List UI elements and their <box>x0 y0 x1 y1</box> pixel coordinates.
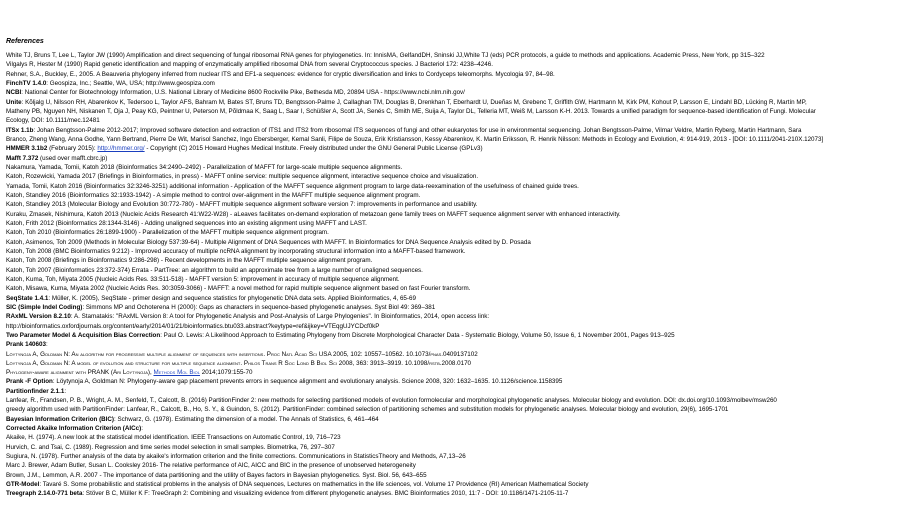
ref-hmmer: HMMER 3.1b2 (February 2015): http://hmmer.org/ - Copyright (C) 2015 Howard Hughes Medical Institute. Freely distributed under the GNU General Public License (GPLv3) <box>6 145 483 153</box>
ref-brown-2007: Brown, J.M., Lemmon, A.R. 2007 - The importance of data partitioning and the utility of Bayes factors in Bayesian phylogenetics. Syst. Biol. 56, 643–655 <box>6 471 427 479</box>
ref-vilgalys-1990: Vilgalys R, Hester M (1990) Rapid genetic identification and mapping of enzymatically amplified ribosomal DNA from several Cryptococcus species. J Bacteriol 172: 4238–4246. <box>6 61 493 69</box>
ref-unite: Unite: Kõljalg U, Nilsson RH, Abarenkov K, Tedersoo L, Taylor AFS, Bahram M, Bates ST, Bruns TD, Bengtsson-Palme J, Callaghan TM, Douglas B, Drenkhan T, Eberhardt U, Dueñas M, Grebenc T, Griffith GW, Hartmann M, Kirk PM, Kohout P, Larsson E, Lindahl BD, Lücking R, Martín MP, <box>6 98 807 106</box>
ref-prank-2005: Löytynoja A, Goldman N: An algorithm for progressive multiple alignment of sequences with insertions. Proc Natl Acad Sci USA 2005, 102: 10557–10562. 10.1073/pnas.0409137102 <box>6 350 478 358</box>
ref-mafft-2010: Katoh, Toh 2010 (Bioinformatics 26:1899-1900) - Parallelization of the MAFFT multiple sequence alignment program. <box>6 229 329 237</box>
ref-akaike-1974: Akaike, H. (1974). A new look at the statistical model identification. IEEE Transactions on Automatic Control, 19, 716–723 <box>6 434 341 442</box>
ref-mafft-2012: Katoh, Frith 2012 (Bioinformatics 28:1344-3146) - Adding unaligned sequences into an existing alignment using MAFFT and LAST. <box>6 219 367 227</box>
ref-sic: SIC (Simple Indel Coding): Simmons MP and Ochoterena H (2000): Gaps as characters in sequence-based phylogenetic analyses. Syst Biol 49: 369–381 <box>6 303 436 311</box>
ref-mafft-2007: Katoh, Toh 2007 (Bioinformatics 23:372-374) Errata - PartTree: an algorithm to build an approximate tree from a large number of unaligned sequences. <box>6 266 423 274</box>
hmmer-link[interactable]: http://hmmer.org/ <box>97 145 145 153</box>
ref-finchtv: FinchTV 1.4.0: Geospiza, Inc.; Seattle, WA, USA; http://www.geospiza.com <box>6 79 215 87</box>
ref-mafft-2002: Katoh, Misawa, Kuma, Miyata 2002 (Nucleic Acids Res. 30:3059-3066) - MAFFT: a novel method for rapid multiple sequence alignment based on fast Fourier transform. <box>6 285 471 293</box>
ref-hurvich-1989: Hurvich, C. and Tsai, C. (1989). Regression and time series model selection in small samples. Biometrika, 76, 297–307 <box>6 443 335 451</box>
ref-prank-f: Prank -F Option: Löytynoja A, Goldman N: Phylogeny-aware gap placement prevents errors in sequence alignment and evolutionary analysis. Science 2008, 320: 1632–1635. 10.1126/science.1158395 <box>6 378 563 386</box>
ref-unite-doi: Ecology, DOI: 10.1111/mec.12481 <box>6 117 100 125</box>
ref-partitionfinder: Partitionfinder 2.1.1: <box>6 387 67 395</box>
references-heading: References <box>6 38 44 45</box>
ref-prank-2014: Phylogeny-aware alignment with PRANK (Ari Löytynoja), Methods Mol Biol 2014;1079:155-70 <box>6 369 253 377</box>
ref-white-1990: White TJ, Bruns T, Lee L, Taylor JW (1990) Amplification and direct sequencing of fungal ribosomal RNA genes for phylogenetics. In: InnisMA, GelfandDH, Sninski JJ,White TJ (eds) PCR protocols, a guide to methods and applications. Academic Press, New York, pp 315–322 <box>6 52 765 59</box>
ref-treegraph: Treegraph 2.14.0-771 beta: Stöver B C, Müller K F: TreeGraph 2: Combining and visualizing evidence from different phylogenetic analyses. BMC Bioinformatics 2010, 11:7 - DOI: 10.1186/1471-2105-11-7 <box>6 490 569 498</box>
ref-raxml: RAxML Version 8.2.10: A. Stamatakis: "RAxML Version 8: A tool for Phylogenetic Analysis and Post-Analysis of Large Phylogenies". In Bioinformatics, 2014, open access link: <box>6 313 490 321</box>
ref-unite-cont: Matheny PB, Nguyen NH, Niskanen T, Oja J, Peay KG, Peintner U, Peterson M, Põldmaa K, Saag L, Saar I, Schüßler A, Scott JA, Senés C, Smith ME, Suija A, Taylor DL, Telleria MT, Weiß M, Larsson K-H. 2013. Towards a unified paradigm for sequence-based identification of Fungi. Molecular <box>6 107 816 115</box>
reference-list <box>6 51 894 499</box>
ref-raxml-link[interactable]: http://bioinformatics.oxfordjournals.org/content/early/2014/01/21/bioinformatics.btu033.abstract?keytype=ref&ijkey=VTEqgUJYCDcf0kP <box>6 322 380 330</box>
ref-mafft: Mafft 7.372 (used over mafft.cbrc.jp) <box>6 154 108 162</box>
ref-seqstate: SeqState 1.4.1: Müller, K. (2005), SeqState - primer design and sequence statistics for phylogenetic DNA data sets. Applied Bioinformatics, 4, 65-69 <box>6 294 416 302</box>
ref-itsx: ITSx 1.1b: Johan Bengtsson-Palme 2012-2017; Improved software detection and extraction of ITS1 and ITS2 from ribosomal ITS sequences of fungi and other eukaryotes for use in environmental sequencing. Johan Bengtsson-Palme, Vilmar Veldre, Martin Ryberg, Martin Hartmann, Sara <box>6 126 802 134</box>
ref-brewer-2016: Marc J. Brewer, Adam Butler, Susan L. Cooksley 2016- The relative performance of AIC, AICC and BIC in the presence of unobserved heterogeneity <box>6 462 416 470</box>
ref-mafft-2018: Nakamura, Yamada, Tomii, Katoh 2018 (Bioinformatics 34:2490–2492) - Parallelization of MAFFT for large-scale multiple sequence alignments. <box>6 163 403 171</box>
ref-mafft-2008a: Katoh, Toh 2008 (BMC Bioinformatics 9:212) - Improved accuracy of multiple ncRNA alignment by incorporating structural information into a MAFFT-based framework. <box>6 247 466 255</box>
ref-mafft-2016a: Yamada, Tomii, Katoh 2016 (Bioinformatics 32:3246-3251) additional information - Application of the MAFFT sequence alignment program to large data-reexamination of the usefulness of chained guide trees. <box>6 182 579 190</box>
methods-mol-biol-link[interactable]: Methods Mol Biol <box>153 369 200 377</box>
ref-mafft-2013b: Kuraku, Zmasek, Nishimura, Katoh 2013 (Nucleic Acids Research 41:W22-W28) - aLeaves facilitates on-demand exploration of metazoan gene family trees on MAFFT sequence alignment server with enhanced interactivity. <box>6 210 621 218</box>
ref-mafft-2008b: Katoh, Toh 2008 (Briefings in Bioinformatics 9:286-298) - Recent developments in the MAFFT multiple sequence alignment program. <box>6 257 373 265</box>
ref-prank-2008: Löytynoja A, Goldman N: A model of evolution and structure for multiple sequence alignment. Philos Trans R Soc Lond B Biol Sci 2008, 363: 3913–3919. 10.1098/rstb.2008.0170 <box>6 359 472 367</box>
ref-mafft-2016b: Katoh, Standley 2016 (Bioinformatics 32:1933-1942) - A simple method to control over-alignment in the MAFFT multiple sequence alignment program. <box>6 191 421 199</box>
ref-aicc: Corrected Akaike Information Criterion (AICc): <box>6 425 143 433</box>
ref-rehner-2005: Rehner, S.A., Buckley, E., 2005. A Beauveria phylogeny inferred from nuclear ITS and EF1-a sequences: evidence for cryptic diversification and links to Cordyceps teleomorphs. Mycologia 97, 84–98. <box>6 70 555 78</box>
ref-ncbi: NCBI: National Center for Biotechnology Information, U.S. National Library of Medicine 8600 Rockville Pike, Bethesda MD, 20894 USA - https://www.ncbi.nlm.nih.gov/ <box>6 89 465 97</box>
ref-prank: Prank 140603: <box>6 341 48 349</box>
ref-pf-2016: Lanfear, R., Frandsen, P. B., Wright, A. M., Senfeld, T., Calcott, B. (2016) PartitionFinder 2: new methods for selecting partitioned models of evolution formolecular and morphological phylogenetic analyses. Molecular biology and evolution. DOI: dx.doi.org/10.1093/molbev/msw260 <box>6 397 777 405</box>
ref-gtr: GTR-Model: Tavaré S. Some probabilistic and statistical problems in the analysis of DNA sequences, Lectures on mathematics in the life sciences, vol. Volume 17 Providence (RI) American Mathematical Society <box>6 481 589 489</box>
ref-mafft-2005: Katoh, Kuma, Toh, Miyata 2005 (Nucleic Acids Res. 33:511-518) - MAFFT version 5: improvement in accuracy of multiple sequence alignment. <box>6 275 400 283</box>
ref-sugiura-1978: Sugiura, N. (1978). Further analysis of the data by akaike's information criterion and the finite corrections. Communications in StatisticsTheory and Methods, A7,13–26 <box>6 453 466 461</box>
ref-two-parameter: Two Parameter Model & Acquisition Bias Correction: Paul O. Lewis: A Likelihood Approach to Estimating Phylogeny from Discrete Morphological Character Data - Systematic Biology, Volume 50, Issue 6, 1 November 2001, Pages 913–925 <box>6 331 675 339</box>
ref-mafft-2009: Katoh, Asimenos, Toh 2009 (Methods in Molecular Biology 537:39-64) - Multiple Alignment of DNA Sequences with MAFFT. In Bioinformatics for DNA Sequence Analysis edited by D. Posada <box>6 238 531 246</box>
ref-bic: Bayesian Information Criterion (BIC): Schwarz, G. (1978). Estimating the dimension of a model. The Annals of Statistics, 6, 461–464 <box>6 415 379 423</box>
ref-mafft-2013a: Katoh, Standley 2013 (Molecular Biology and Evolution 30:772-780) - MAFFT multiple sequence alignment software version 7: improvements in performance and usability. <box>6 201 478 209</box>
ref-itsx-cont: Branco, Zheng Wang, Anna Godhe, Yann Bertrand, Pierre De Wit, Marisol Sanchez, Ingo Ebersberger, Kemal Sanli, Filipe de Souza, Erik Kristiansson, Kessy Abarenkov, K. Martin Eriksson, R. Henrik Nilsson: Methods in Ecology and Evolution, 4: 914-919, 2013 - [DOI: 10.1111/2041-210X.12073] <box>6 135 824 143</box>
ref-mafft-2017: Katoh, Rozewicki, Yamada 2017 (Briefings in Bioinformatics, in press) - MAFFT online service: multiple sequence alignment, interactive sequence choice and visualization. <box>6 173 479 181</box>
ref-pf-2012: greedy algorithm used with PartitionFinder: Lanfear, R., Calcott, B., Ho, S. Y., & Guindon, S. (2012). PartitionFinder: combined selection of partitioning schemes and substitution models for phylogenetic analyses. Molecular biology and evolution, 29(6), 1695-1701 <box>6 406 729 414</box>
